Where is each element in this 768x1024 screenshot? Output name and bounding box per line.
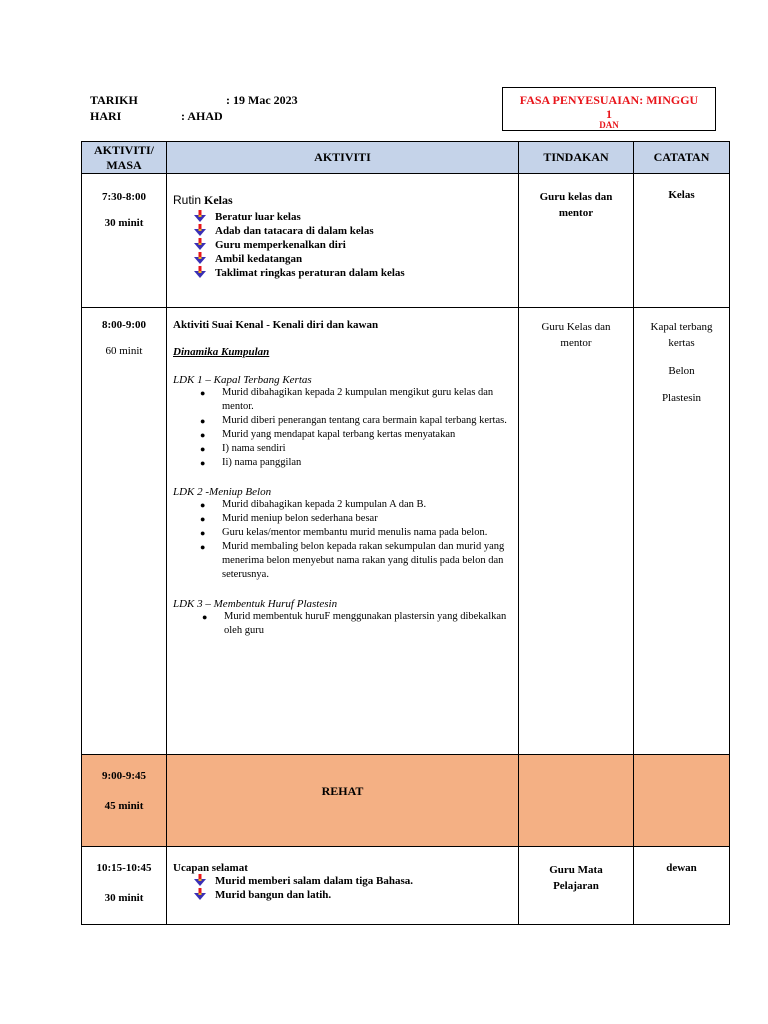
list-item	[167, 252, 518, 266]
table-row-rehat	[82, 755, 730, 847]
down-arrow-bullet-icon	[194, 210, 208, 223]
list-item-text: Beratur luar kelas	[215, 211, 301, 223]
list-item	[173, 414, 518, 428]
list-item	[167, 874, 518, 888]
list-item-text: Ambil kedatangan	[215, 253, 303, 265]
list-item-text: Murid meniup belon sederhana besar	[222, 513, 378, 524]
black-dot-bullet-icon: ●	[200, 542, 206, 552]
fasa-line1: FASA PENYESUAIAN: MINGGU	[519, 93, 699, 107]
table-header-row	[82, 142, 730, 174]
list-item	[167, 266, 518, 280]
row1-tindakan: Guru kelas dan mentor	[539, 191, 613, 219]
row2-tindakan: Guru Kelas dan mentor	[541, 321, 611, 349]
down-arrow-bullet-icon	[194, 888, 208, 901]
down-arrow-bullet-icon	[194, 238, 208, 251]
row1-time: 7:30-8:00	[102, 191, 146, 203]
row3-time: 9:00-9:45	[102, 770, 146, 782]
ldk3-list	[173, 610, 518, 638]
black-dot-bullet-icon: ●	[200, 458, 206, 468]
row4-list	[167, 874, 518, 902]
row1-title-kelas: Kelas	[204, 193, 233, 207]
activity-table	[81, 141, 730, 925]
row2-catatan3: Plastesin	[661, 392, 702, 404]
row4-tindakan: Guru Mata Pelajaran	[549, 864, 603, 892]
tarikh-value: : 19 Mac 2023	[226, 93, 298, 107]
row4-time: 10:15-10:45	[96, 862, 152, 874]
black-dot-bullet-icon: ●	[200, 528, 206, 538]
list-item-text: Murid bangun dan latih.	[215, 889, 332, 901]
ldk1-title: LDK 1 – Kapal Terbang Kertas	[173, 374, 312, 386]
list-item	[173, 498, 518, 512]
row2-subtitle: Dinamika Kumpulan	[173, 346, 270, 358]
list-item	[175, 610, 518, 638]
fasa-cut-text: DAN	[599, 120, 619, 130]
list-item-text: I) nama sendiri	[222, 443, 286, 454]
row2-title: Aktiviti Suai Kenal - Kenali diri dan kawan	[173, 319, 379, 331]
list-item	[167, 210, 518, 224]
list-item	[173, 442, 518, 456]
list-item-text: Murid memberi salam dalam tiga Bahasa.	[215, 875, 413, 887]
list-item	[173, 386, 518, 414]
fasa-line2: 1	[606, 107, 612, 121]
black-dot-bullet-icon: ●	[200, 430, 206, 440]
ldk2-title: LDK 2 -Meniup Belon	[173, 486, 272, 498]
list-item-text: Murid membaling belon kepada rakan sekumpulan dan murid yang menerima belon menyebut nama rakan yang ditulis pada belon dan seterusnya.	[222, 541, 505, 580]
row2-time: 8:00-9:00	[102, 319, 146, 331]
table-row	[82, 847, 730, 925]
header-tindakan: TINDAKAN	[519, 142, 634, 174]
list-item-text: Murid dibahagikan kepada 2 kumpulan A dan B.	[222, 499, 427, 510]
hari-value: : AHAD	[181, 109, 223, 123]
black-dot-bullet-icon: ●	[200, 500, 206, 510]
list-item-text: Guru kelas/mentor membantu murid menulis nama pada belon.	[222, 527, 488, 538]
black-dot-bullet-icon: ●	[200, 444, 206, 454]
row4-catatan: dewan	[666, 862, 697, 874]
black-dot-bullet-icon: ●	[200, 388, 206, 398]
row2-catatan2: Belon	[668, 365, 695, 377]
row2-duration: 60 minit	[105, 345, 143, 357]
row4-duration: 30 minit	[104, 892, 144, 904]
black-dot-bullet-icon: ●	[202, 612, 208, 622]
list-item	[167, 888, 518, 902]
header-catatan: CATATAN	[634, 142, 730, 174]
black-dot-bullet-icon: ●	[200, 416, 206, 426]
list-item	[167, 224, 518, 238]
list-item	[173, 540, 518, 582]
table-row	[82, 308, 730, 755]
list-item-text: Taklimat ringkas peraturan dalam kelas	[215, 267, 405, 279]
ldk2-list	[173, 498, 518, 582]
list-item	[173, 428, 518, 442]
tarikh-label: TARIKH	[90, 93, 138, 107]
ldk1-list	[173, 386, 518, 470]
black-dot-bullet-icon: ●	[200, 514, 206, 524]
row1-list	[167, 210, 518, 280]
list-item-text: Murid diberi penerangan tentang cara bermain kapal terbang kertas.	[222, 415, 507, 426]
list-item	[173, 526, 518, 540]
list-item-text: Murid membentuk huruF menggunakan plastersin yang dibekalkan oleh guru	[224, 611, 507, 636]
list-item-text: Adab dan tatacara di dalam kelas	[215, 225, 374, 237]
row1-title-rutin: Rutin	[173, 193, 202, 207]
down-arrow-bullet-icon	[194, 252, 208, 265]
list-item	[173, 456, 518, 470]
list-item-text: Guru memperkenalkan diri	[215, 239, 346, 251]
list-item-text: Murid dibahagikan kepada 2 kumpulan mengikut guru kelas dan mentor.	[222, 387, 494, 412]
row4-title: Ucapan selamat	[173, 862, 248, 874]
down-arrow-bullet-icon	[194, 266, 208, 279]
list-item-text: Murid yang mendapat kapal terbang kertas menyatakan	[222, 429, 456, 440]
ldk3-title: LDK 3 – Membentuk Huruf Plastesin	[173, 598, 338, 610]
table-row	[82, 174, 730, 308]
list-item	[167, 238, 518, 252]
fasa-box	[502, 87, 716, 131]
down-arrow-bullet-icon	[194, 224, 208, 237]
list-item	[173, 512, 518, 526]
row3-duration: 45 minit	[104, 800, 144, 812]
list-item-text: Ii) nama panggilan	[222, 457, 302, 468]
header-masa: AKTIVITI/ MASA	[82, 142, 167, 174]
row1-catatan: Kelas	[668, 189, 695, 201]
down-arrow-bullet-icon	[194, 874, 208, 887]
row1-duration: 30 minit	[104, 217, 144, 229]
row3-title: REHAT	[321, 784, 364, 798]
header-aktiviti: AKTIVITI	[167, 142, 519, 174]
hari-label: HARI	[90, 109, 122, 123]
row2-catatan1: Kapal terbang kertas	[650, 321, 713, 349]
